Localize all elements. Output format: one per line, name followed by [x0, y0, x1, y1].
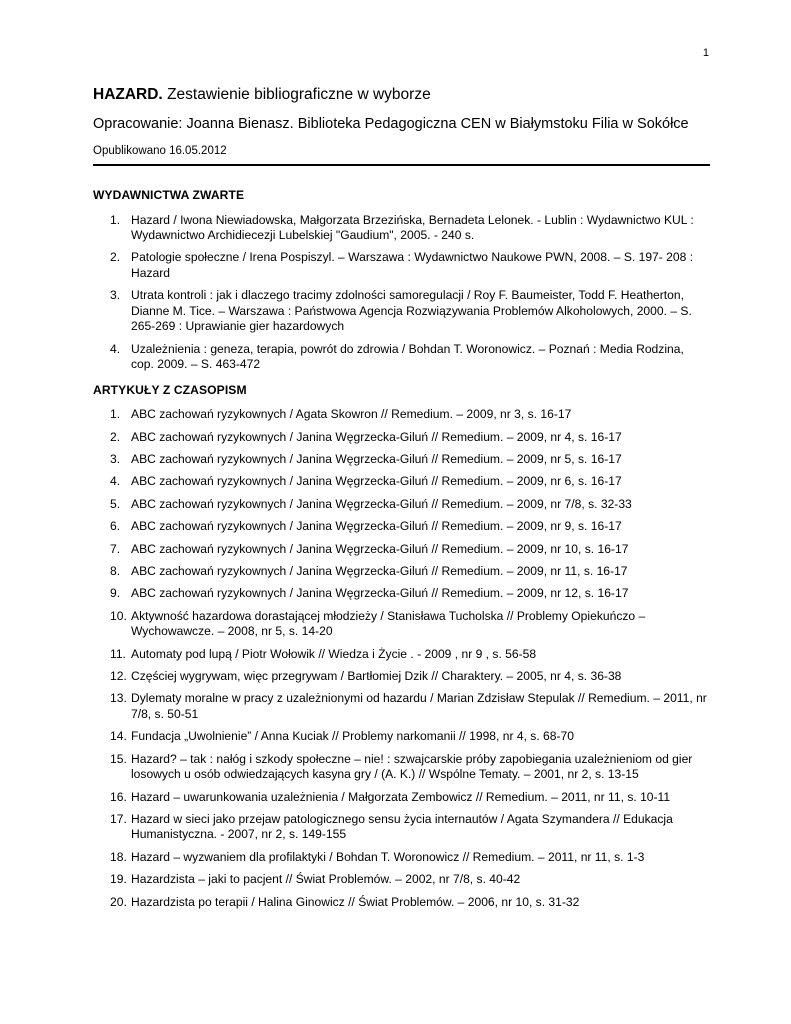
document-title — [93, 84, 710, 106]
item-number: 4. — [110, 474, 121, 489]
list-item — [93, 250, 710, 281]
section-heading-books: WYDAWNICTWA ZWARTE — [93, 188, 245, 202]
list-item — [93, 474, 710, 490]
item-text: Automaty pod lupą / Piotr Wołowik // Wiedza i Życie . - 2009 , nr 9 , s. 56-58 — [131, 646, 537, 661]
list-item — [93, 288, 710, 335]
list-item — [93, 752, 710, 783]
item-number: 3. — [110, 451, 121, 466]
item-number: 13. — [110, 691, 127, 706]
item-number: 5. — [110, 496, 121, 511]
list-item — [93, 564, 710, 580]
item-number: 7. — [110, 541, 121, 556]
item-number: 2. — [110, 429, 121, 444]
item-text: ABC zachowań ryzykownych / Agata Skowron // Remedium. – 2009, nr 3, s. 16-17 — [131, 407, 572, 422]
list-item — [93, 895, 710, 911]
item-text: Fundacja „Uwolnienie” / Anna Kuciak // Problemy narkomanii // 1998, nr 4, s. 68-70 — [131, 729, 574, 744]
page-number: 1 — [702, 47, 709, 59]
item-number: 9. — [110, 586, 121, 601]
item-text: ABC zachowań ryzykownych / Janina Węgrzecka-Giluń // Remedium. – 2009, nr 7/8, s. 32-33 — [131, 496, 632, 511]
item-number: 15. — [110, 751, 127, 766]
item-text: Utrata kontroli : jak i dlaczego tracimy zdolności samoregulacji / Roy F. Baumeister, Todd F. Heatherton, Dianne M. Tice. – Warszawa : Państwowa Agencja Rozwiązywania Problemów Alkoholowych, 2000. – S. 265-269 : Uprawianie gier hazardowych — [131, 288, 692, 334]
title-keyword: HAZARD. — [93, 86, 163, 103]
list-item — [93, 497, 710, 513]
item-number: 4. — [110, 341, 121, 356]
books-list — [93, 213, 710, 373]
item-text: Uzależnienia : geneza, terapia, powrót do zdrowia / Bohdan T. Woronowicz. – Poznań : Media Rodzina, cop. 2009. – S. 463-472 — [131, 341, 684, 372]
item-number: 14. — [110, 729, 127, 744]
list-item — [93, 729, 710, 745]
item-text: Hazard – uwarunkowania uzależnienia / Małgorzata Zembowicz // Remedium. – 2011, nr 11, s. 10-11 — [131, 789, 671, 804]
item-text: ABC zachowań ryzykownych / Janina Węgrzecka-Giluń // Remedium. – 2009, nr 12, s. 16-17 — [131, 586, 629, 601]
list-item — [93, 790, 710, 806]
list-item — [93, 669, 710, 685]
list-item — [93, 430, 710, 446]
item-text: ABC zachowań ryzykownych / Janina Węgrzecka-Giluń // Remedium. – 2009, nr 4, s. 16-17 — [131, 429, 622, 444]
item-text: Dylematy moralne w pracy z uzależnionymi od hazardu / Marian Zdzisław Stepulak // Remedium. – 2011, nr 7/8, s. 50-51 — [131, 691, 707, 721]
item-text: Hazard w sieci jako przejaw patologicznego sensu życia internautów / Agata Szymandera // Edukacja Humanistyczna. - 2007, nr 2, s. 149-155 — [131, 811, 673, 842]
author-line: Opracowanie: Joanna Bienasz. Biblioteka Pedagogiczna CEN w Białymstoku Filia w Sokółce — [93, 116, 689, 132]
item-text: Hazard? – tak : nałóg i szkody społeczne – nie! : szwajcarskie próby zapobiegania uzależnieniom od gier losowych u osób odwiedzających kasyna gry / (A. K.) // Wspólne Tematy. – 2001, nr 2, s. 13-15 — [131, 751, 693, 782]
list-item — [93, 213, 710, 244]
item-number: 19. — [110, 872, 127, 887]
header-divider — [93, 164, 710, 166]
item-text: ABC zachowań ryzykownych / Janina Węgrzecka-Giluń // Remedium. – 2009, nr 10, s. 16-17 — [131, 541, 629, 556]
item-text: ABC zachowań ryzykownych / Janina Węgrzecka-Giluń // Remedium. – 2009, nr 11, s. 16-17 — [131, 563, 628, 578]
list-item — [93, 812, 710, 843]
item-text: Hazard – wyzwaniem dla profilaktyki / Bohdan T. Woronowicz // Remedium. – 2011, nr 11, s. 1-3 — [131, 849, 645, 864]
item-text: Hazardzista – jaki to pacjent // Świat Problemów. – 2002, nr 7/8, s. 40-42 — [131, 872, 521, 887]
item-number: 11. — [110, 646, 126, 661]
item-number: 8. — [110, 563, 121, 578]
list-item — [93, 850, 710, 866]
item-text: Aktywność hazardowa dorastającej młodzieży / Stanisława Tucholska // Problemy Opiekuńczo – Wychowawcze. – 2008, nr 5, s. 14-20 — [131, 608, 646, 639]
item-text: Hazard / Iwona Niewiadowska, Małgorzata Brzezińska, Bernadeta Lelonek. - Lublin : Wydawnictwo KUL : Wydawnictwo Archidiecezji Lubelskiej "Gaudium", 2005. - 240 s. — [131, 212, 694, 242]
item-number: 6. — [110, 519, 121, 534]
document-body — [93, 188, 710, 917]
list-item — [93, 407, 710, 423]
item-number: 18. — [110, 849, 127, 864]
item-number: 16. — [110, 789, 127, 804]
document-header — [93, 84, 710, 159]
item-text: ABC zachowań ryzykownych / Janina Węgrzecka-Giluń // Remedium. – 2009, nr 6, s. 16-17 — [131, 474, 622, 489]
list-item — [93, 586, 710, 602]
item-text: Hazardzista po terapii / Halina Ginowicz // Świat Problemów. – 2006, nr 10, s. 31-32 — [131, 894, 580, 909]
item-number: 20. — [110, 894, 127, 909]
item-number: 10. — [110, 608, 127, 623]
list-item — [93, 872, 710, 888]
published-date: Opublikowano 16.05.2012 — [93, 145, 227, 157]
item-number: 2. — [110, 250, 121, 265]
item-text: ABC zachowań ryzykownych / Janina Węgrzecka-Giluń // Remedium. – 2009, nr 9, s. 16-17 — [131, 519, 622, 534]
articles-list — [93, 407, 710, 910]
list-item — [93, 542, 710, 558]
list-item — [93, 647, 710, 663]
item-text: ABC zachowań ryzykownych / Janina Węgrzecka-Giluń // Remedium. – 2009, nr 5, s. 16-17 — [131, 451, 622, 466]
title-subtitle: Zestawienie bibliograficzne w wyborze — [167, 86, 431, 103]
item-number: 12. — [110, 668, 127, 683]
list-item — [93, 519, 710, 535]
item-text: Patologie społeczne / Irena Pospiszyl. – Warszawa : Wydawnictwo Naukowe PWN, 2008. – S. 197- 208 : Hazard — [131, 250, 694, 280]
item-number: 1. — [110, 212, 121, 227]
list-item — [93, 609, 710, 640]
item-number: 3. — [110, 288, 121, 303]
item-number: 17. — [110, 811, 127, 826]
list-item — [93, 452, 710, 468]
list-item — [93, 691, 710, 722]
section-heading-articles: ARTYKUŁY Z CZASOPISM — [93, 382, 247, 397]
list-item — [93, 342, 710, 373]
item-text: Częściej wygrywam, więc przegrywam / Bartłomiej Dzik // Charaktery. – 2005, nr 4, s. 36-38 — [131, 668, 622, 683]
item-number: 1. — [110, 407, 121, 422]
